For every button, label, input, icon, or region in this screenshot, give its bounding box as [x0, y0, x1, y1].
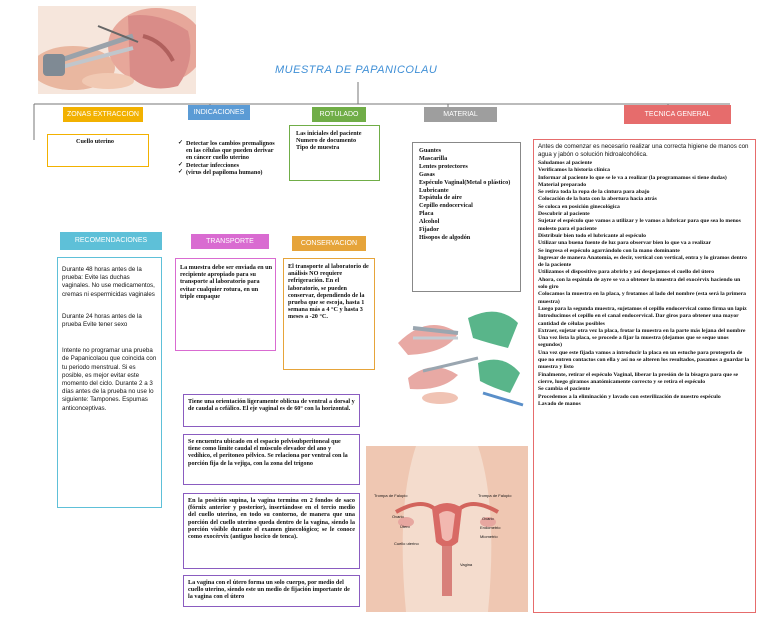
rotulado-box: [289, 125, 380, 181]
tecnica-step: Finalmente, retirar el espéculo Vaginal, liberar la presión de la bisagra para que se cierre, luego giramos anatómicamente correcto y se retira el espéculo: [538, 371, 739, 385]
tecnica-step: Utilizar una buena fuente de luz para observar bien lo que va a realizar: [538, 240, 711, 247]
tecnica-step: Luego para la segunda muestra, sujetamos el cepillo endocervical como firma un lapiz: [538, 305, 747, 312]
material-line: Lubricante: [419, 186, 449, 194]
tecnica-step: Sujetar el espéculo que vamos a utilizar y le vamos a lubricar para que sea lo menos molesto para el paciente: [538, 218, 741, 232]
header-indicaciones: INDICACIONES: [188, 105, 250, 120]
tecnica-step: Se ingresa el espéculo agarrándolo con la mano dominante: [538, 247, 680, 254]
diagram-label: Ovario: [392, 514, 404, 519]
diagram-label: Trompa de Falopio: [374, 493, 408, 498]
transporte-box: [175, 258, 276, 351]
tecnica-step: Informar al paciente lo que se le va a realizar (la programamos si tiene dudas): [538, 174, 727, 181]
material-line: Gasas: [419, 170, 435, 178]
header-zonas: ZONAS EXTRACCION: [63, 107, 143, 122]
procedure-illustrations: [388, 293, 528, 413]
header-tecnica: TECNICA GENERAL: [624, 105, 731, 124]
header-material: MATERIAL: [424, 107, 497, 122]
recomendaciones-box: [57, 257, 162, 508]
indicaciones-list: [178, 140, 278, 210]
recomendacion-paragraph: Intente no programar una prueba de Papanicolaou que coincida con tu periodo menstrual. Si es posible, es mejor evitar este momento del ciclo. Durante 2 a 3 días antes de la prueba no use lo siguiente: Tampones. Espumas anticonceptivas.: [62, 347, 157, 412]
anatomia-box: [183, 493, 360, 569]
rotulado-line: Tipo de muestra: [296, 144, 340, 152]
material-line: Placa: [419, 210, 434, 218]
anatomia-box: [183, 434, 360, 485]
anatomia-text: Se encuentra ubicado en el espacio pelvisubperitoneal que tiene como límite caudal el músculo elevador del ano y vedíhico, el peritoneo pélvico. Se relaciona por ventral con la porción fija de la vejiga, con la zona del trígono: [188, 438, 348, 467]
tecnica-steps: [538, 160, 751, 408]
material-line: Espátula de aire: [419, 194, 462, 202]
anatomia-text: Tiene una orientación ligeramente oblicua de ventral a dorsal y de caudal a cefálico. El eje vaginal es de 60° con la horizontal.: [188, 398, 355, 413]
tecnica-step: Se retira toda la ropa de la cintura para abajo: [538, 189, 650, 196]
tecnica-step: Una vez que este fijada vamos a introducir la placa en un estuche para protegerla de que no entren contactos con ella y así no se alteren los resultados, pasamos a guardar la muestra y listo: [538, 349, 750, 371]
zonas-text: Cuello uterino: [76, 138, 114, 145]
conservacion-text: El transporte al laboratorio de análisis NO requiere refrigeración. En el laboratorio, se pueden conservar, dependiendo de la prueba que se escoja, hasta 1 semana más a 4 °C y hasta 3 meses a -20 °C.: [288, 263, 369, 321]
anatomia-text: La vagina con el útero forma un solo cuerpo, por medio del cuello uterino, siendo este un medio de fijación importante de la vagina con el útero: [188, 579, 350, 601]
material-line: Lentes protectores: [419, 162, 468, 170]
recomendacion-paragraph: Durante 24 horas antes de la prueba Evite tener sexo: [62, 312, 142, 329]
rotulado-line: Las iniciales del paciente: [296, 130, 362, 137]
tecnica-step: Ahora, con la espátula de ayre se va a obtener la muestra del exocérvix haciendo un solo giro: [538, 276, 741, 291]
material-box: [412, 142, 521, 292]
material-line: Guantes: [419, 147, 442, 154]
material-line: Espéculo Vaginal(Metal o plástico): [419, 178, 511, 186]
diagram-label: Endometrio: [480, 525, 501, 530]
tecnica-step: Lavado de manos: [538, 400, 581, 407]
tecnica-step: Una vez lista la placa, se procede a fijar la muestra (dejamos que se seque unos segundos): [538, 335, 729, 349]
tecnica-step: Colocación de la bata con la abertura hacia atrás: [538, 196, 657, 203]
rotulado-line: Numero de documento: [296, 137, 357, 145]
diagram-label: Útero: [400, 524, 410, 529]
zonas-box: [47, 134, 149, 167]
tecnica-box: [533, 139, 756, 613]
anatomia-text: En la posición supina, la vagina termina en 2 fondos de saco (fórnix anterior y posterior), insertándose en el tercio medio del cuello uterino, en todo su contorno, de manera que una porción del cuello uterino queda dentro de la vagina, siendo la porción visible durante el examen ginecológico; se le conoce como exocérvix (antiguo hocico de tenca).: [188, 497, 355, 541]
indicacion-item: ✓ Detectar infecciones: [178, 162, 278, 169]
anatomia-box: [183, 394, 360, 427]
material-line: Alcohol: [419, 218, 440, 226]
anatomia-box: [183, 575, 360, 607]
uterus-diagram: [366, 446, 528, 612]
tecnica-step: Saludamos al paciente: [538, 160, 593, 166]
tecnica-intro: Antes de comenzar es necesario realizar una correcta higiene de manos con agua y jabón o solución hidroalcohólica.: [538, 143, 749, 158]
header-conservacion: CONSERVACION: [292, 236, 366, 251]
tecnica-step: Distribuir bien todo el lubricante al espéculo: [538, 232, 646, 239]
indicacion-item: ✓ (virus del papiloma humano): [178, 169, 278, 176]
transporte-text: La muestra debe ser enviada en un recipiente apropiado para su transporte al laboratorio para evitar cualquier rotura, en un triple empaque: [180, 264, 273, 300]
indicacion-item: ✓ Detectar los cambios premalignos en las células que pueden derivar en cáncer cuello uterino: [178, 140, 278, 162]
tecnica-step: Verificamos la historia clínica: [538, 167, 610, 174]
material-line: Fijador: [419, 226, 439, 234]
conservacion-box: [283, 258, 375, 370]
tecnica-step: Material preparado: [538, 181, 587, 188]
tecnica-step: Ingresar de manera Anatomía, es decir, vertical con vertical, entra y lo giramos dentro de la paciente: [538, 254, 747, 269]
diagram-label: Trompa de Falopio: [478, 493, 512, 498]
diagram-label: Vagina: [460, 562, 473, 567]
diagram-label: Cuello uterino: [394, 541, 419, 546]
header-recomendaciones: RECOMENDACIONES: [60, 232, 162, 250]
tecnica-step: Descubrir al paciente: [538, 211, 590, 218]
tecnica-step: Procedemos a la eliminación y lavado con esterilización de nuestro espéculo: [538, 393, 721, 400]
material-line: Mascarilla: [419, 154, 448, 162]
material-line: Hisopos de algodón: [419, 233, 471, 241]
page-title: MUESTRA DE PAPANICOLAU: [275, 64, 438, 76]
tecnica-step: Introducimos el cepillo en el canal endocervical. Dar giros para obtener una mayor cantidad de células posibles: [538, 313, 739, 327]
diagram-label: Ovario: [482, 516, 494, 521]
tecnica-step: Extraer, sujetar otra vez la placa, frotar la muestra en la parte más lejana del nombre: [538, 327, 746, 334]
header-rotulado: ROTULADO: [312, 107, 366, 122]
diagram-label: Miometrio: [480, 534, 498, 539]
tecnica-step: Colocamos la muestra en la placa, y frotamos al lado del nombre (esta será la primera muestra): [538, 291, 746, 305]
tecnica-step: Utilizamos el dispositivo para abrirlo y así despejamos el cuello del útero: [538, 269, 715, 276]
tecnica-step: Se coloca en posición ginecológica: [538, 203, 620, 210]
recomendacion-paragraph: Durante 48 horas antes de la prueba: Evite las duchas vaginales. No use medicamentos, cremas ni espermicidas vaginales: [62, 266, 155, 298]
material-line: Cepillo endocervical: [419, 202, 473, 210]
header-transporte: TRANSPORTE: [191, 234, 269, 249]
tecnica-step: Se cambia el paciente: [538, 386, 590, 393]
